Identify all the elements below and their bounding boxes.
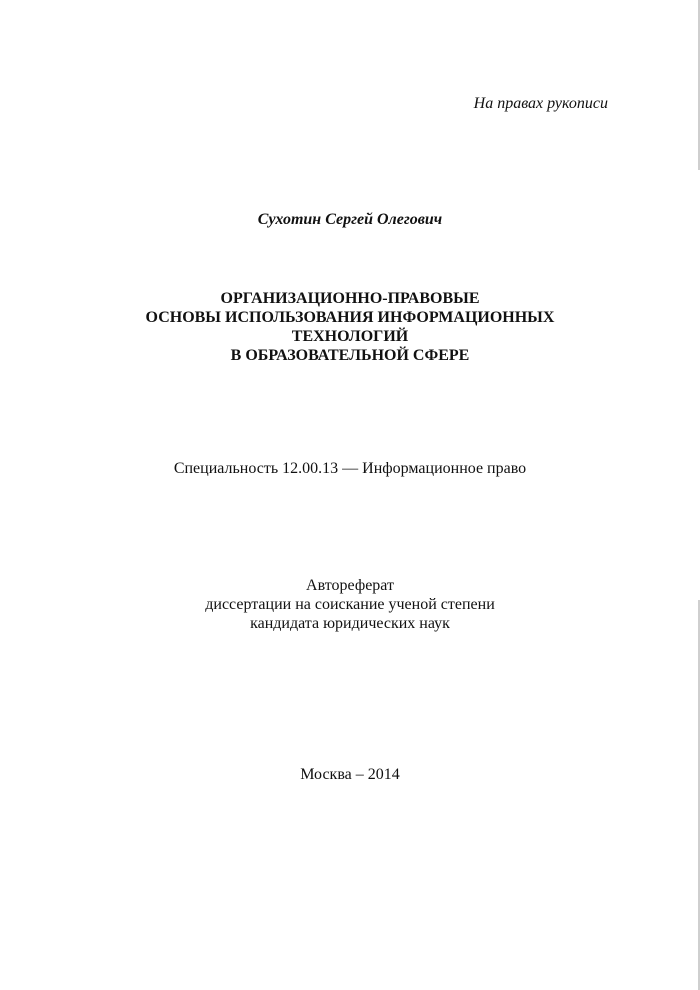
abstract-line: кандидата юридических наук <box>250 615 450 632</box>
title-line: В ОБРАЗОВАТЕЛЬНОЙ СФЕРЕ <box>230 347 470 364</box>
abstract-description <box>0 576 700 633</box>
rights-note: На правах рукописи <box>473 95 608 112</box>
dissertation-title <box>0 289 700 365</box>
title-line: ОРГАНИЗАЦИОННО-ПРАВОВЫЕ <box>220 290 480 307</box>
title-line: ТЕХНОЛОГИЙ <box>291 328 409 345</box>
specialty-line: Специальность 12.00.13 — Информационное право <box>173 460 527 477</box>
city-year: Москва – 2014 <box>300 766 400 783</box>
author-name: Сухотин Сергей Олегович <box>257 211 443 228</box>
title-line: ОСНОВЫ ИСПОЛЬЗОВАНИЯ ИНФОРМАЦИОННЫХ <box>145 309 555 326</box>
abstract-line: Автореферат <box>306 577 394 594</box>
abstract-line: диссертации на соискание ученой степени <box>205 596 495 613</box>
